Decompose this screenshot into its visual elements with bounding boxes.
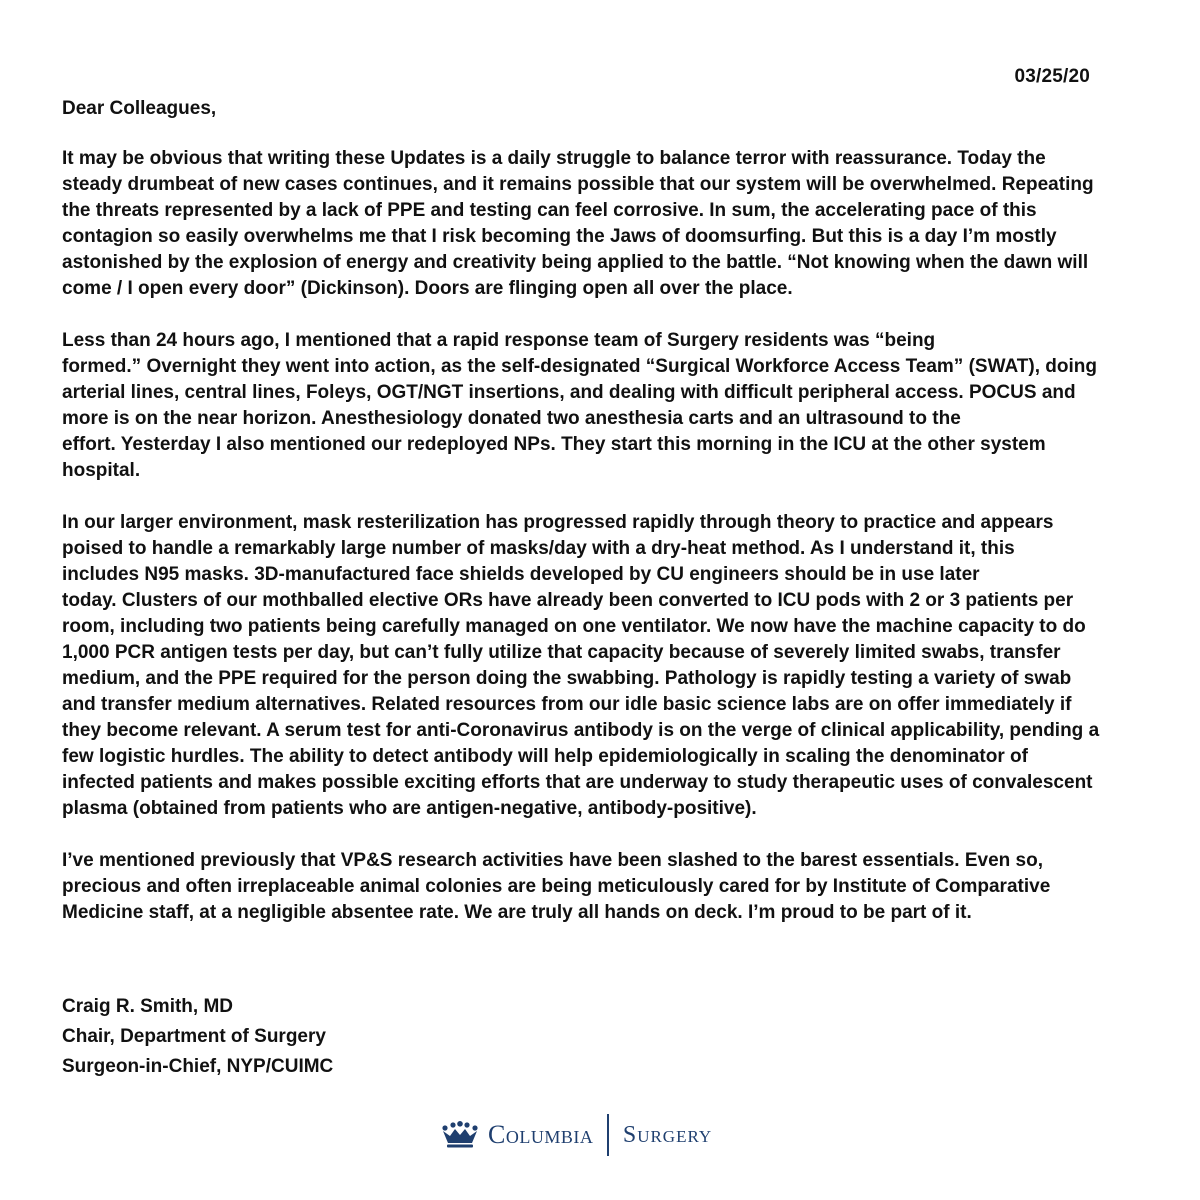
paragraph-line: It may be obvious that writing these Updates is a daily struggle to balance terror with reassurance. Today the — [62, 148, 1046, 169]
paragraph-line: Medicine staff, at a negligible absentee rate. We are truly all hands on deck. I’m proud to be part of it. — [62, 902, 972, 923]
letter-body — [62, 146, 1138, 952]
paragraph-line: precious and often irreplaceable animal colonies are being meticulously cared for by Institute of Comparative — [62, 876, 1051, 897]
logo-divider — [607, 1114, 609, 1156]
paragraph-line: room, including two patients being carefully managed on one ventilator. We now have the machine capacity to do — [62, 616, 1086, 637]
paragraph-line: effort. Yesterday I also mentioned our redeployed NPs. They start this morning in the ICU at the other system — [62, 434, 1046, 455]
paragraph-line: Less than 24 hours ago, I mentioned that a rapid response team of Surgery residents was “being — [62, 330, 936, 351]
paragraph-line: more is on the near horizon. Anesthesiology donated two anesthesia carts and an ultrasound to the — [62, 408, 961, 429]
letter-date: 03/25/20 — [1014, 66, 1090, 87]
paragraph-line: hospital. — [62, 460, 141, 481]
paragraph-line: astonished by the explosion of energy and creativity being applied to the battle. “Not knowing when the dawn will — [62, 252, 1089, 273]
paragraph-4 — [62, 848, 1138, 926]
columbia-surgery-logo — [440, 1112, 712, 1158]
logo-columbia-text: Columbia — [488, 1120, 594, 1149]
paragraph-1 — [62, 146, 1138, 302]
paragraph-line: poised to handle a remarkably large number of masks/day with a dry-heat method. As I understand it, this — [62, 538, 1015, 559]
signature-role: Surgeon-in-Chief, NYP/CUIMC — [62, 1056, 334, 1077]
letter — [62, 0, 1142, 1200]
signature-name: Craig R. Smith, MD — [62, 996, 234, 1017]
paragraph-line: medium, and the PPE required for the person doing the swabbing. Pathology is rapidly testing a variety of swab — [62, 668, 1072, 689]
paragraph-line: includes N95 masks. 3D-manufactured face shields developed by CU engineers should be in use later — [62, 564, 980, 585]
crown-icon — [440, 1121, 480, 1149]
signature-block — [62, 992, 333, 1082]
paragraph-line: they become relevant. A serum test for anti-Coronavirus antibody is on the verge of clinical applicability, pending a — [62, 720, 1100, 741]
signature-title: Chair, Department of Surgery — [62, 1026, 326, 1047]
paragraph-line: and transfer medium alternatives. Related resources from our idle basic science labs are on offer immediately if — [62, 694, 1072, 715]
paragraph-line: few logistic hurdles. The ability to detect antibody will help epidemiologically in scaling the denominator of — [62, 746, 1028, 767]
paragraph-line: contagion so easily overwhelms me that I risk becoming the Jaws of doomsurfing. But this is a day I’m mostly — [62, 226, 1057, 247]
paragraph-line: come / I open every door” (Dickinson). Doors are flinging open all over the place. — [62, 278, 793, 299]
paragraph-line: I’ve mentioned previously that VP&S research activities have been slashed to the barest essentials. Even so, — [62, 850, 1043, 871]
logo-surgery-text: Surgery — [622, 1121, 713, 1148]
paragraph-line: plasma (obtained from patients who are antigen-negative, antibody-positive). — [62, 798, 757, 819]
paragraph-line: the threats represented by a lack of PPE and testing can feel corrosive. In sum, the accelerating pace of this — [62, 200, 1037, 221]
paragraph-line: formed.” Overnight they went into action, as the self-designated “Surgical Workforce Access Team” (SWAT), doing — [62, 356, 1097, 377]
paragraph-line: In our larger environment, mask resterilization has progressed rapidly through theory to practice and appears — [62, 512, 1054, 533]
paragraph-line: today. Clusters of our mothballed elective ORs have already been converted to ICU pods with 2 or 3 patients per — [62, 590, 1074, 611]
paragraph-3 — [62, 510, 1138, 822]
paragraph-line: infected patients and makes possible exciting efforts that are underway to study therapeutic uses of convalescent — [62, 772, 1093, 793]
paragraph-line: steady drumbeat of new cases continues, and it remains possible that our system will be overwhelmed. Repeating — [62, 174, 1094, 195]
paragraph-line: 1,000 PCR antigen tests per day, but can’t fully utilize that capacity because of severely limited swabs, transfer — [62, 642, 1061, 663]
paragraph-2 — [62, 328, 1138, 484]
paragraph-line: arterial lines, central lines, Foleys, OGT/NGT insertions, and dealing with difficult peripheral access. POCUS and — [62, 382, 1076, 403]
salutation: Dear Colleagues, — [62, 98, 217, 119]
